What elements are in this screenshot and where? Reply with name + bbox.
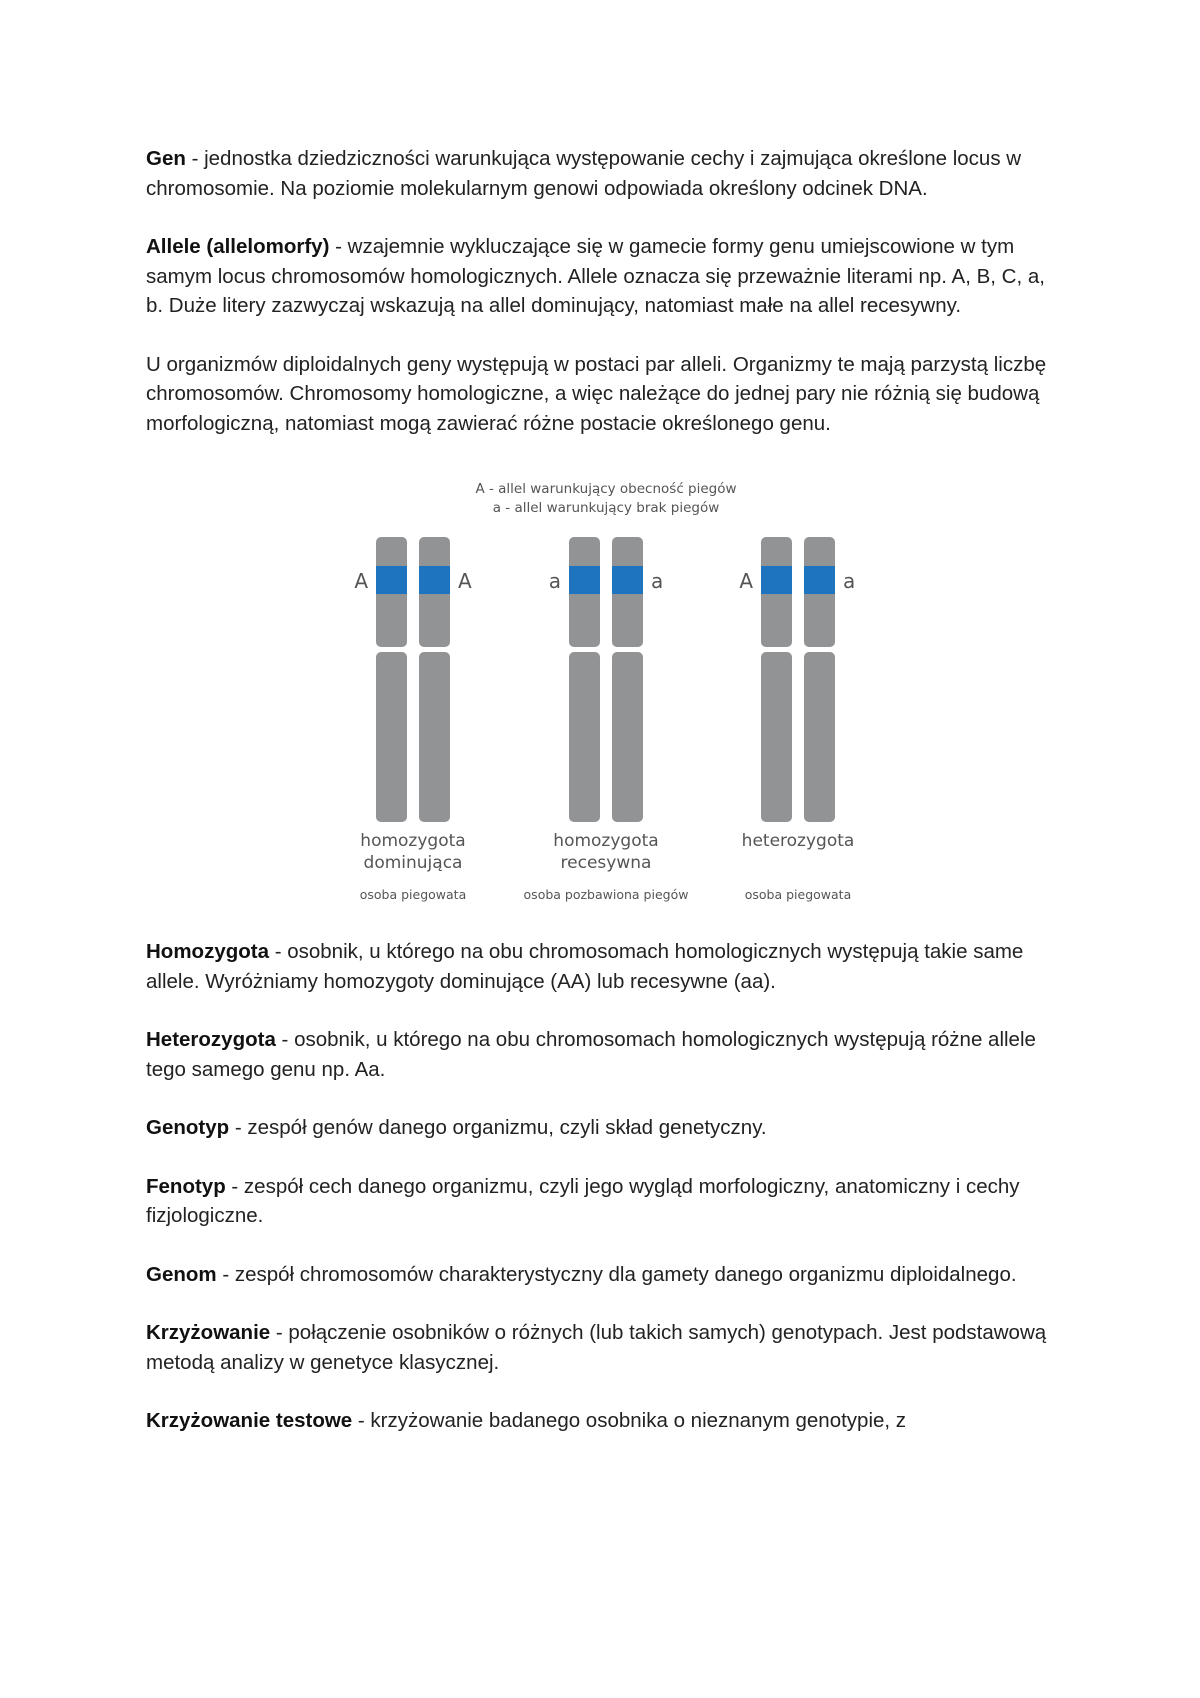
term-label: Homozygota — [146, 940, 269, 963]
phenotype-caption: osoba piegowata — [744, 887, 852, 902]
definition-text: - zespół genów danego organizmu, czyli skład genetyczny. — [229, 1116, 767, 1139]
document-page — [146, 144, 1066, 1465]
chromosome-diagram — [346, 467, 866, 917]
term-label: Fenotyp — [146, 1174, 226, 1198]
allele-band — [569, 566, 600, 594]
definition-krzyzowanie-testowe — [146, 1406, 1066, 1436]
term-label: Krzyżowanie — [146, 1321, 271, 1344]
genotype-label-line2: recesywna — [560, 853, 652, 873]
definition-allele — [146, 232, 1066, 321]
definition-text: - zespół chromosomów charakterystyczny dla gamety danego organizmu diploidalnego. — [216, 1262, 1017, 1286]
definition-heterozygota — [146, 1025, 1066, 1084]
allele-label-left: a — [548, 569, 561, 593]
chromosome-figure — [346, 467, 866, 917]
allele-band — [376, 566, 407, 594]
definition-text: - osobnik, u którego na obu chromosomach homologicznych występują różne allele tego samego genu np. Aa. — [146, 1028, 1036, 1081]
phenotype-caption: osoba pozbawiona piegów — [523, 887, 689, 902]
allele-band — [761, 566, 792, 594]
chromatid-lower-arm — [376, 652, 407, 822]
term-label: Gen — [146, 147, 186, 170]
term-label: Genotyp — [146, 1116, 230, 1139]
definition-gen — [146, 144, 1066, 203]
definition-homozygota — [146, 937, 1066, 996]
allele-band — [804, 566, 835, 594]
genotype-label: heterozygota — [741, 831, 855, 851]
allele-label-left: A — [739, 569, 753, 593]
chromatid-lower-arm — [612, 652, 643, 822]
term-label: Heterozygota — [146, 1028, 276, 1051]
definition-fenotyp — [146, 1172, 1066, 1231]
term-label: Krzyżowanie testowe — [146, 1409, 353, 1432]
definition-krzyzowanie — [146, 1318, 1066, 1377]
genotype-label-line2: dominująca — [363, 853, 463, 873]
allele-band — [419, 566, 450, 594]
legend-line-2: a - allel warunkujący brak piegów — [492, 500, 720, 516]
phenotype-caption: osoba piegowata — [359, 887, 467, 902]
definition-genotyp — [146, 1113, 1066, 1143]
term-label: Genom — [146, 1262, 217, 1286]
allele-label-right: A — [458, 569, 472, 593]
paragraph-diploid — [146, 350, 1066, 439]
definition-text: - wzajemnie wykluczające się w gamecie formy genu umiejscowione w tym samym locus chromosomów homologicznych. Allele oznacza się przeważnie literami np. A, B, C, a, b. Duże litery zazwyczaj wskazują na allel dominujący, natomiast małe na allel recesywny. — [146, 235, 1045, 317]
genotype-label: homozygota — [553, 831, 659, 851]
allele-label-right: a — [651, 569, 664, 593]
definition-text: - osobnik, u którego na obu chromosomach homologicznych występują takie same allele. Wyróżniamy homozygoty dominujące (AA) lub recesywne (aa). — [146, 940, 1024, 993]
chromatid-lower-arm — [804, 652, 835, 822]
chromatid-lower-arm — [419, 652, 450, 822]
genotype-label: homozygota — [360, 831, 466, 851]
definition-genom — [146, 1260, 1066, 1290]
definition-text: - krzyżowanie badanego osobnika o nieznanym genotypie, z — [352, 1409, 907, 1432]
allele-band — [612, 566, 643, 594]
chromatid-lower-arm — [569, 652, 600, 822]
legend-line-1: A - allel warunkujący obecność piegów — [475, 481, 737, 497]
allele-label-right: a — [843, 569, 856, 593]
definition-text: - jednostka dziedziczności warunkująca występowanie cechy i zajmująca określone locus w chromosomie. Na poziomie molekularnym genowi odpowiada określony odcinek DNA. — [146, 147, 1022, 200]
term-label: Allele (allelomorfy) — [146, 235, 330, 258]
definition-text: - zespół cech danego organizmu, czyli jego wygląd morfologiczny, anatomiczny i cechy fizjologiczne. — [146, 1174, 1020, 1227]
paragraph-text: U organizmów diploidalnych geny występują w postaci par alleli. Organizmy te mają parzystą liczbę chromosomów. Chromosomy homologiczne, a więc należące do jednej pary nie różnią się budową morfologiczną, natomiast mogą zawierać różne postacie określonego genu. — [146, 352, 1047, 435]
chromatid-lower-arm — [761, 652, 792, 822]
allele-label-left: A — [354, 569, 368, 593]
definition-text: - połączenie osobników o różnych (lub takich samych) genotypach. Jest podstawową metodą analizy w genetyce klasycznej. — [146, 1321, 1047, 1374]
